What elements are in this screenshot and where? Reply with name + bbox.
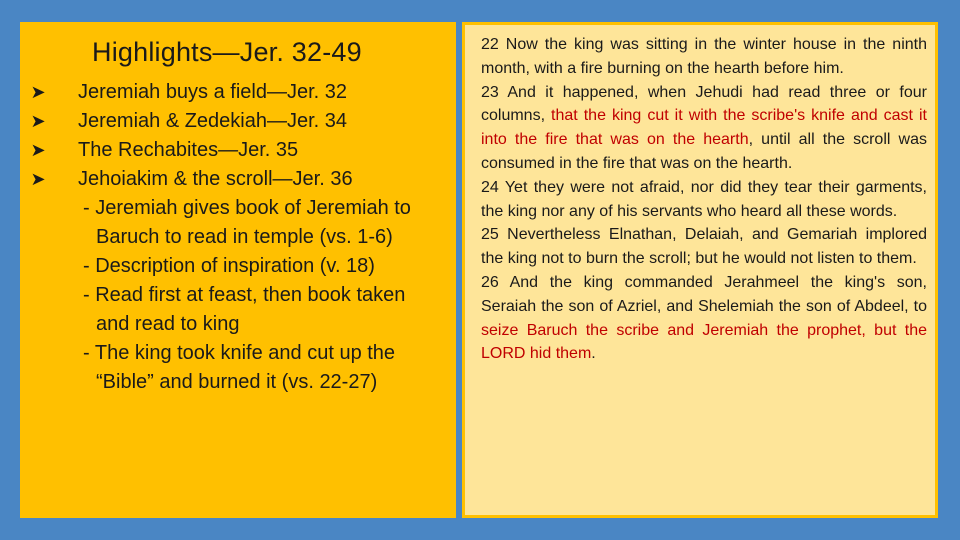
sub-item: - Jeremiah gives book of Jeremiah to Baruch to read in temple (vs. 1-6) [83,197,411,248]
verse-22: 22 Now the king was sitting in the winter house in the ninth month, with a fire burning on the hearth before him. [481,36,927,77]
sub-item: - The king took knife and cut up the “Bible” and burned it (vs. 22-27) [83,342,396,393]
sub-item: - Description of inspiration (v. 18) [83,255,375,277]
arrowhead-bullet-icon: ➤ [30,82,46,102]
sub-item: - Read first at feast, then book taken and read to king [83,284,406,335]
highlights-list [30,78,446,194]
slide-title: Highlights—Jer. 32-49 [92,37,362,67]
scripture-text-box [465,25,935,515]
verse-24: 24 Yet they were not afraid, nor did they tear their garments, the king nor any of his servants who heard all these words. [481,178,927,220]
verse-26: 26 And the king commanded Jerahmeel the king's son, Seraiah the son of Azriel, and Shelemiah the son of Abdeel, to seize Baruch the scribe and Jeremiah the prophet, but the LORD hid them. [481,273,927,363]
arrowhead-bullet-icon: ➤ [30,140,46,160]
highlighted-text: seize Baruch the scribe and Jeremiah the prophet, but the LORD hid them [481,321,927,363]
scripture-panel [462,22,938,518]
list-item: ➤ Jeremiah & Zedekiah—Jer. 34 [30,107,446,136]
list-item: ➤ Jehoiakim & the scroll—Jer. 36 [30,165,446,194]
arrowhead-bullet-icon: ➤ [30,169,46,189]
verse-25: 25 Nevertheless Elnathan, Delaiah, and Gemariah implored the king not to burn the scroll; but he would not listen to them. [481,226,927,268]
highlights-panel [20,22,456,518]
list-item: ➤ Jeremiah buys a field—Jer. 32 [30,78,446,107]
arrowhead-bullet-icon: ➤ [30,111,46,131]
highlighted-text: that the king cut it with the scribe's knife and cast it into the fire that was on the hearth [481,107,927,149]
verse-23: 23 And it happened, when Jehudi had read three or four columns, that the king cut it with the scribe's knife and cast it into the fire that was on the hearth, until all the scroll was consumed in the fire that was on the hearth. [481,83,928,172]
list-item: ➤ The Rechabites—Jer. 35 [30,136,446,165]
